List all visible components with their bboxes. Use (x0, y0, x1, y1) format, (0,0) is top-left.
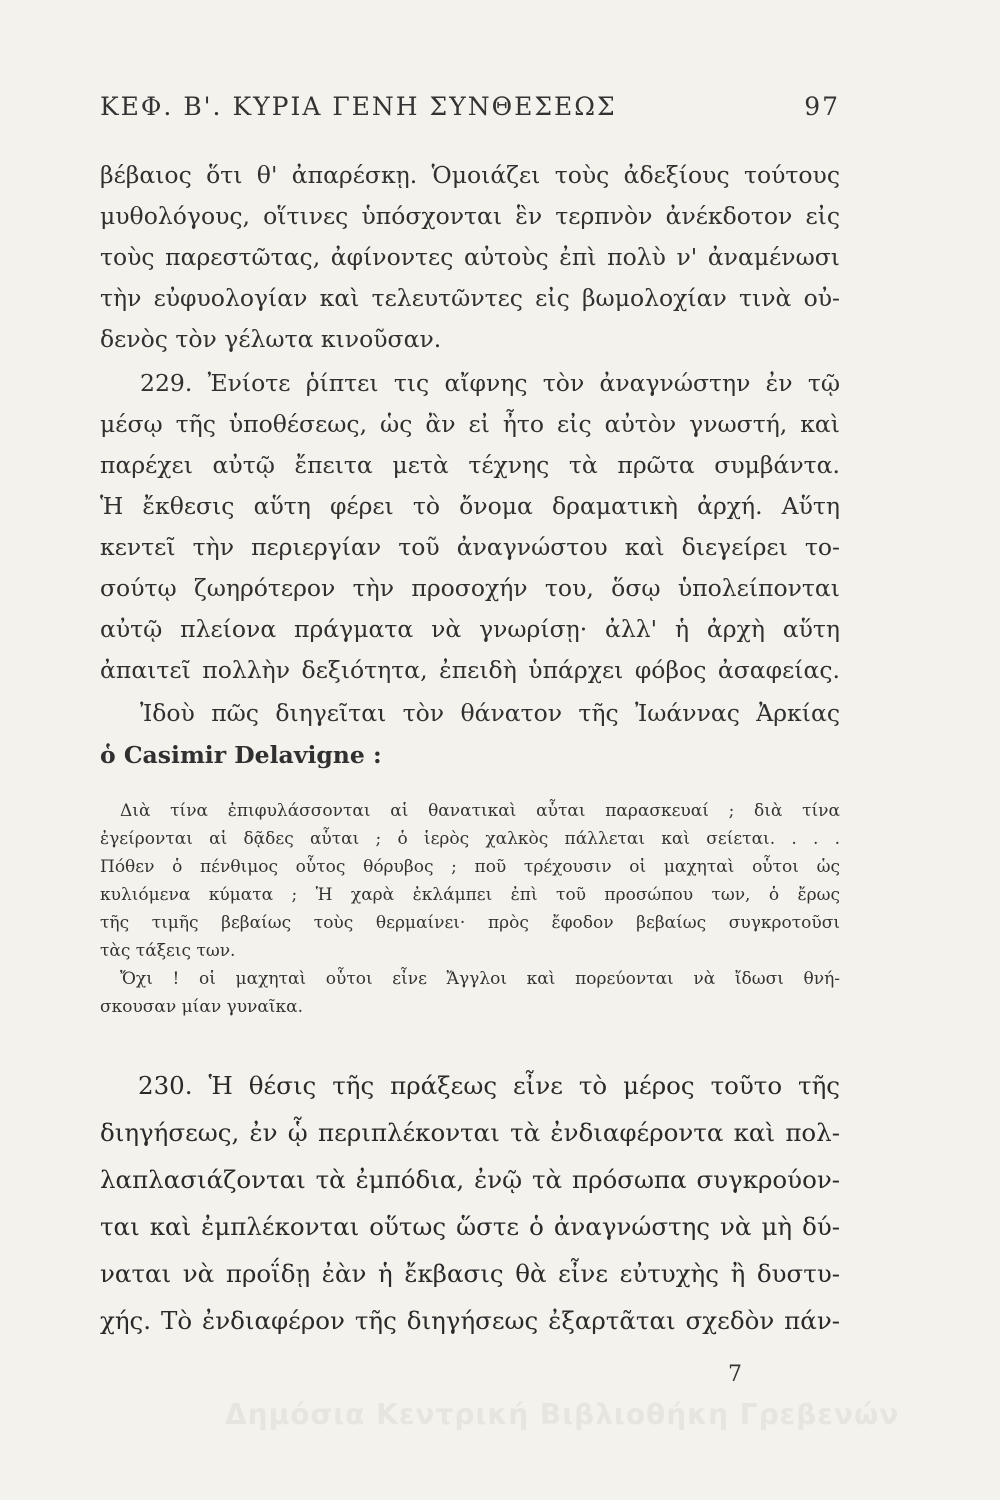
text-line: Ἰδοὺ πῶς διηγεῖται τὸν θάνατον τῆς Ἰωάννας Ἀρκίας (140, 699, 840, 727)
text-line: σούτῳ ζωηρότερον τὴν προσοχήν του, ὅσῳ ὑπολείπονται (100, 574, 840, 602)
quote-line: τὰς τάξεις των. (100, 941, 236, 961)
text-line: δενὸς τὸν γέλωτα κινοῦσαν. (100, 325, 442, 353)
text-line: χής. Τὸ ἐνδιαφέρον τῆς διηγήσεως ἐξαρτᾶται σχεδὸν πάν- (100, 1306, 840, 1335)
quote-line: σκουσαν μίαν γυναῖκα. (100, 997, 304, 1017)
text-line: Ἡ ἔκθεσις αὕτη φέρει τὸ ὄνομα δραματικὴ ἀρχή. Αὕτη (100, 492, 840, 520)
text-line: 229. Ἐνίοτε ῥίπτει τις αἴφνης τὸν ἀναγνώστην ἐν τῷ (140, 369, 840, 397)
text-line: τοὺς παρεστῶτας, ἀφίνοντες αὐτοὺς ἐπὶ πολὺ ν' ἀναμένωσι (100, 243, 840, 271)
quote-line: Διὰ τίνα ἐπιφυλάσσονται αἱ θανατικαὶ αὗται παρασκευαί ; διὰ τίνα (120, 801, 840, 821)
text-line: μέσῳ τῆς ὑποθέσεως, ὡς ἂν εἰ ἦτο εἰς αὐτὸν γνωστή, καὶ (100, 410, 840, 438)
text-line: λαπλασιάζονται τὰ ἐμπόδια, ἐνῷ τὰ πρόσωπα συγκρούον- (100, 1165, 840, 1194)
signature-mark: 7 (728, 1362, 742, 1387)
quote-line: Ὄχι ! οἱ μαχηταὶ οὗτοι εἶνε Ἄγγλοι καὶ πορεύονται νὰ ἴδωσι θνή- (120, 969, 840, 989)
text-line: ὁ Casimir Delavigne : (100, 741, 382, 769)
text-line: μυθολόγους, οἵτινες ὑπόσχονται ἓν τερπνὸν ἀνέκδοτον εἰς (100, 202, 840, 230)
text-line: βέβαιος ὅτι θ' ἀπαρέσκῃ. Ὁμοιάζει τοὺς ἀδεξίους τούτους (100, 161, 840, 189)
text-line: τὴν εὐφυολογίαν καὶ τελευτῶντες εἰς βωμολοχίαν τινὰ οὐ- (100, 284, 840, 312)
text-line: αὐτῷ πλείονα πράγματα νὰ γνωρίσῃ· ἀλλ' ἡ ἀρχὴ αὕτη (100, 615, 840, 643)
quote-line: ἐγείρονται αἱ δᾷδες αὗται ; ὁ ἱερὸς χαλκὸς πάλλεται καὶ σείεται. . . . (100, 829, 840, 849)
running-header (100, 92, 840, 132)
chapter-title: ΚΕΦ. Β'. ΚΥΡΙΑ ΓΕΝΗ ΣΥΝΘΕΣΕΩΣ (100, 92, 617, 121)
quote-line: Πόθεν ὁ πένθιμος οὗτος θόρυβος ; ποῦ τρέχουσιν οἱ μαχηταὶ οὗτοι ὡς (100, 857, 840, 877)
text-line: κεντεῖ τὴν περιεργίαν τοῦ ἀναγνώστου καὶ διεγείρει το- (100, 533, 840, 561)
library-watermark: Δημόσια Κεντρική Βιβλιοθήκη Γρεβενών (225, 1398, 900, 1431)
text-line: 230. Ἡ θέσις τῆς πράξεως εἶνε τὸ μέρος τοῦτο τῆς (138, 1071, 840, 1100)
quote-line: τῆς τιμῆς βεβαίως τοὺς θερμαίνει· πρὸς ἔφοδον βεβαίως συγκροτοῦσι (100, 913, 840, 933)
text-line: ναται νὰ προΐδῃ ἐὰν ἡ ἔκβασις θὰ εἶνε εὐτυχὴς ἢ δυστυ- (100, 1259, 840, 1288)
text-line: ἀπαιτεῖ πολλὴν δεξιότητα, ἐπειδὴ ὑπάρχει φόβος ἀσαφείας. (100, 656, 840, 684)
text-line: παρέχει αὐτῷ ἔπειτα μετὰ τέχνης τὰ πρῶτα συμβάντα. (100, 451, 840, 479)
text-line: διηγήσεως, ἐν ᾧ περιπλέκονται τὰ ἐνδιαφέροντα καὶ πολ- (100, 1118, 840, 1147)
page-number: 97 (804, 92, 840, 121)
quote-line: κυλιόμενα κύματα ; Ἡ χαρὰ ἐκλάμπει ἐπὶ τοῦ προσώπου των, ὁ ἔρως (100, 885, 840, 905)
text-line: ται καὶ ἐμπλέκονται οὕτως ὥστε ὁ ἀναγνώστης νὰ μὴ δύ- (100, 1212, 840, 1241)
